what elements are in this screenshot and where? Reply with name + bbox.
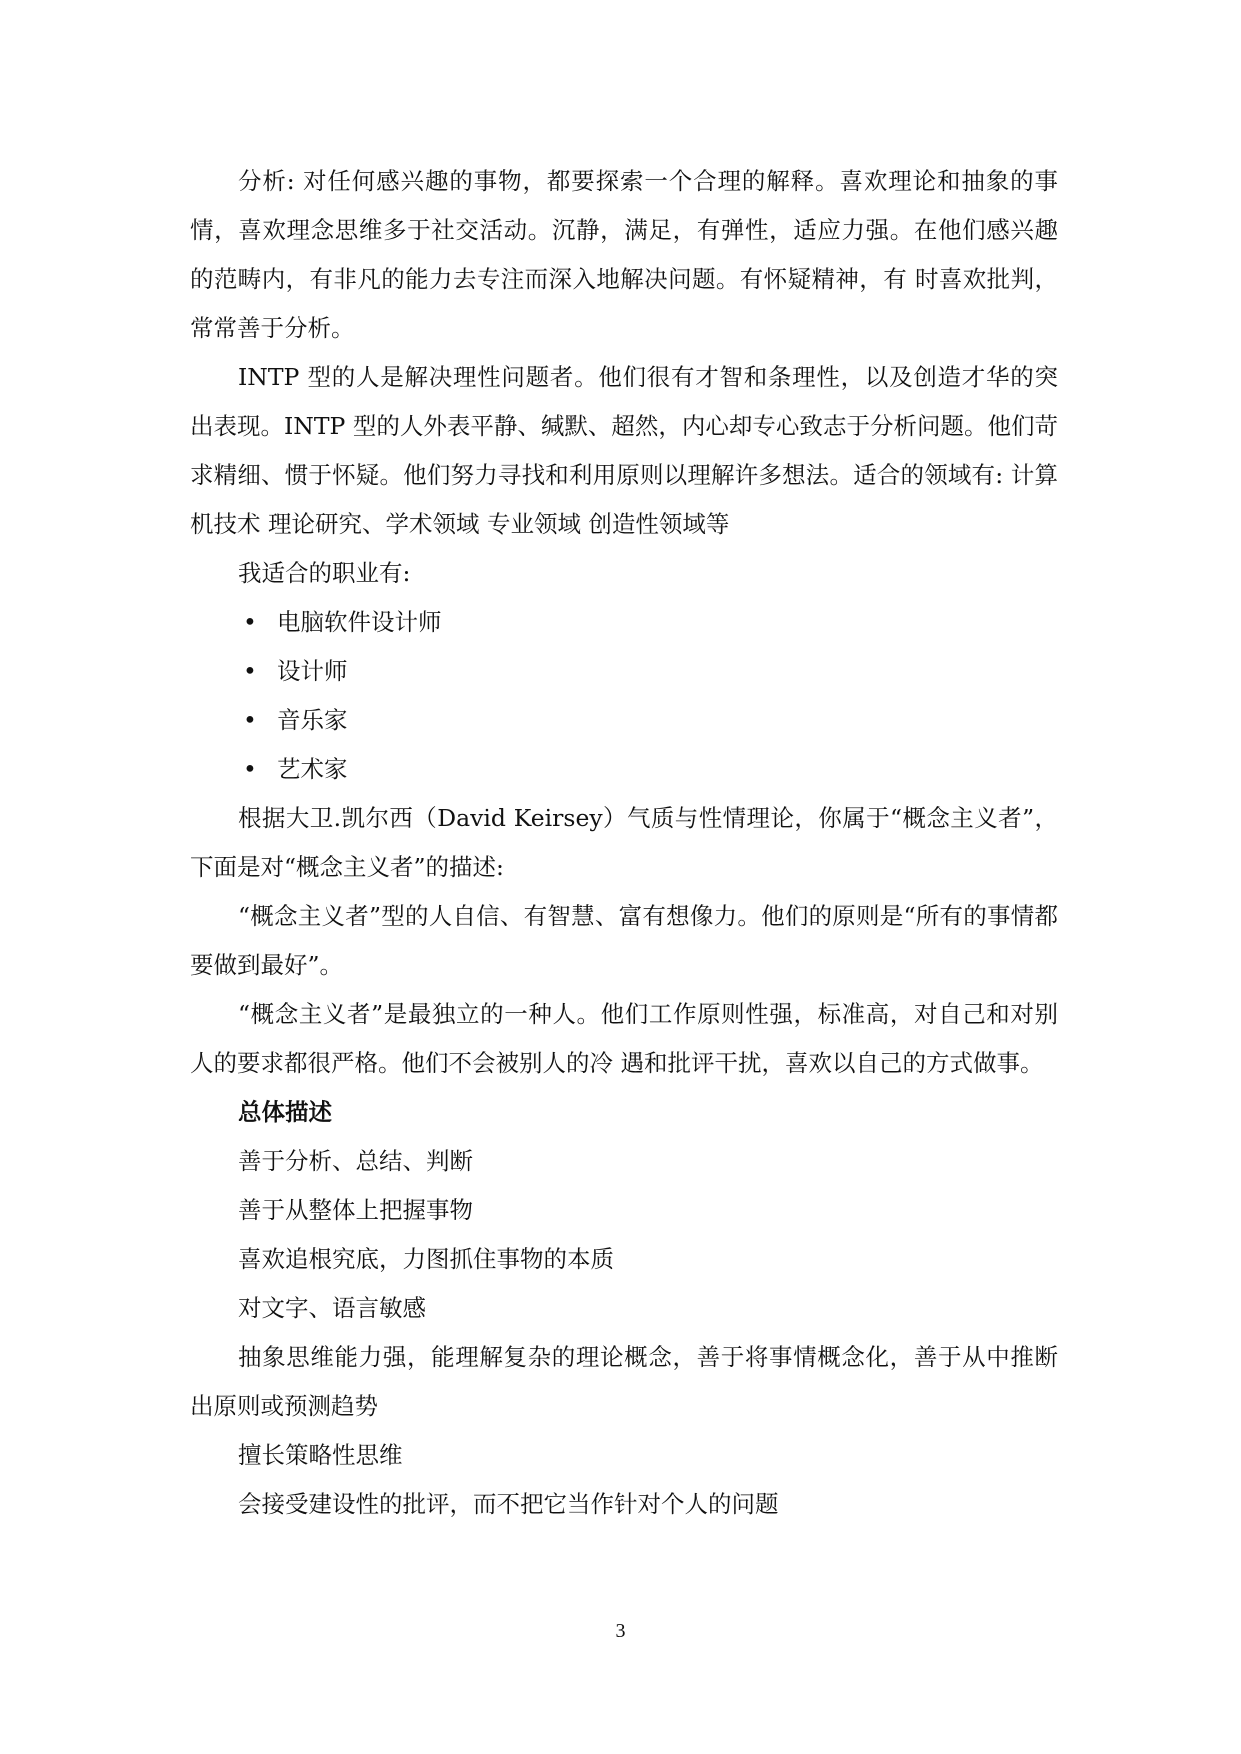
bullet-icon: • (243, 657, 257, 685)
paragraph-careers-intro: 我适合的职业有: (238, 559, 411, 587)
paragraph-conceptualist-traits: “概念主义者”型的人自信、有智慧、富有想像力。他们的原则是“所有的事情都要做到最好”。 (190, 902, 1058, 979)
paragraph-intp: INTP 型的人是解决理性问题者。他们很有才智和条理性，以及创造才华的突出表现。INTP 型的人外表平静、缄默、超然，内心却专心致志于分析问题。他们苛求精细、惯于怀疑。他们努力寻找和利用原则以理解许多想法。适合的领域有: 计算机技术 理论研究、学术领域 专业领域 创造性领域等 (190, 363, 1058, 538)
overview-item: 会接受建设性的批评，而不把它当作针对个人的问题 (238, 1490, 779, 1518)
career-label: 电脑软件设计师 (277, 608, 442, 636)
paragraph-conceptualist-independent: “概念主义者”是最独立的一种人。他们工作原则性强，标准高，对自己和对别人的要求都很严格。他们不会被别人的冷 遇和批评干扰，喜欢以自己的方式做事。 (190, 1000, 1058, 1077)
list-item (190, 745, 1058, 794)
section-heading-overview: 总体描述 (238, 1098, 332, 1126)
career-list (190, 598, 1058, 794)
list-item (190, 598, 1058, 647)
overview-item: 喜欢追根究底，力图抓住事物的本质 (238, 1245, 614, 1273)
paragraph-analysis: 分析: 对任何感兴趣的事物，都要探索一个合理的解释。喜欢理论和抽象的事情，喜欢理念思维多于社交活动。沉静，满足，有弹性，适应力强。在他们感兴趣的范畴内，有非凡的能力去专注而深入地解决问题。有怀疑精神，有 时喜欢批判，常常善于分析。 (190, 167, 1058, 342)
bullet-icon: • (243, 608, 257, 636)
career-label: 设计师 (277, 657, 348, 685)
career-label: 艺术家 (277, 755, 348, 783)
paragraph-keirsey: 根据大卫.凯尔西（David Keirsey）气质与性情理论，你属于“概念主义者”，下面是对“概念主义者”的描述: (190, 804, 1058, 881)
career-label: 音乐家 (277, 706, 348, 734)
page-number: 3 (615, 1620, 626, 1642)
overview-item: 对文字、语言敏感 (238, 1294, 426, 1322)
overview-item: 擅长策略性思维 (238, 1441, 403, 1469)
list-item (190, 696, 1058, 745)
bullet-icon: • (243, 706, 257, 734)
bullet-icon: • (243, 755, 257, 783)
overview-item: 善于分析、总结、判断 (238, 1147, 473, 1175)
list-item (190, 647, 1058, 696)
overview-item: 善于从整体上把握事物 (238, 1196, 473, 1224)
page-body (190, 157, 1058, 1529)
overview-item: 抽象思维能力强，能理解复杂的理论概念，善于将事情概念化，善于从中推断出原则或预测趋势 (190, 1343, 1058, 1420)
